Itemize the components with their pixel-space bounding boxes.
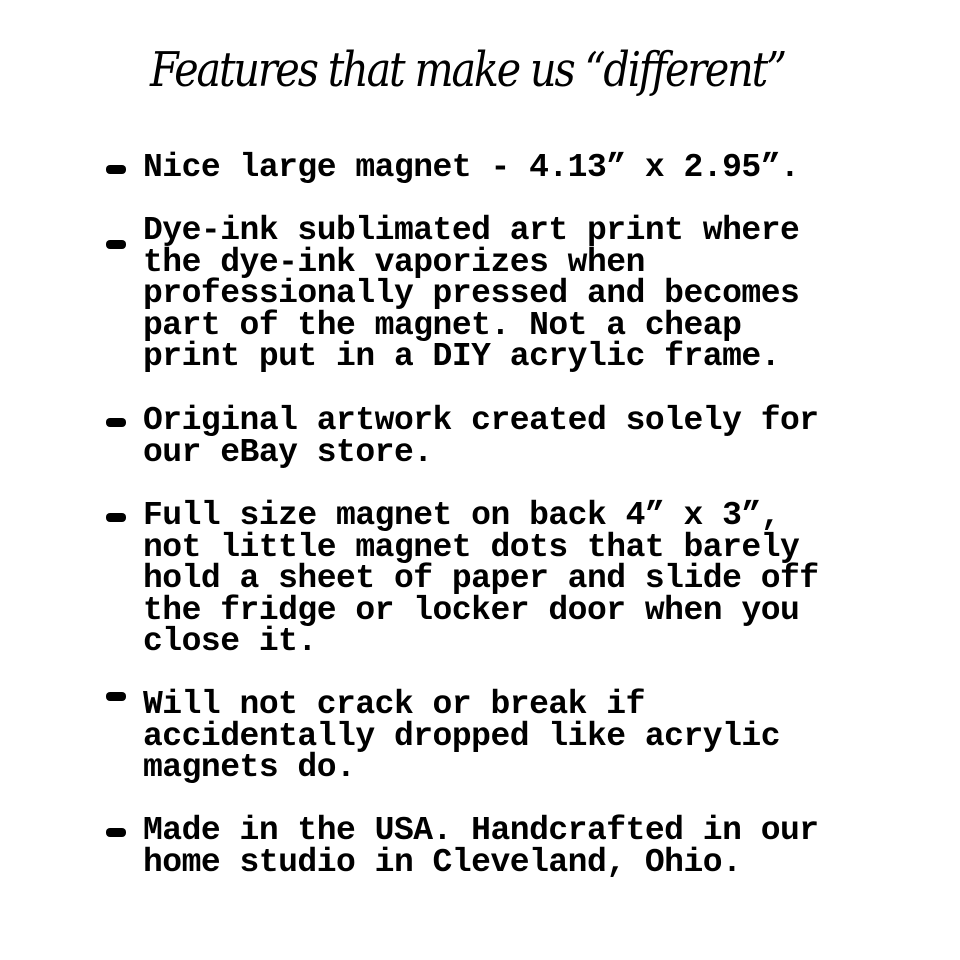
feature-text: Dye-ink sublimated art print where the dye-ink vaporizes when professionally pressed and becomes part of the magnet. Not a cheap print put in a DIY acrylic frame. (143, 212, 800, 376)
dash-bullet-icon (106, 418, 126, 427)
page-title: Features that make us “different” (150, 42, 785, 98)
dash-bullet-icon (106, 513, 126, 522)
dash-bullet-icon (106, 240, 126, 249)
feature-text: Original artwork created solely for our eBay store. (143, 402, 819, 471)
dash-bullet-icon (106, 165, 126, 174)
dash-bullet-icon (106, 692, 126, 701)
feature-text: Will not crack or break if accidentally dropped like acrylic magnets do. (143, 686, 781, 787)
dash-bullet-icon (106, 828, 126, 837)
feature-text: Nice large magnet - 4.13” x 2.95”. (143, 149, 800, 186)
feature-text: Full size magnet on back 4” x 3”, not little magnet dots that barely hold a sheet of paper and slide off the fridge or locker door when you close it. (143, 497, 819, 661)
feature-text: Made in the USA. Handcrafted in our home studio in Cleveland, Ohio. (143, 812, 819, 881)
